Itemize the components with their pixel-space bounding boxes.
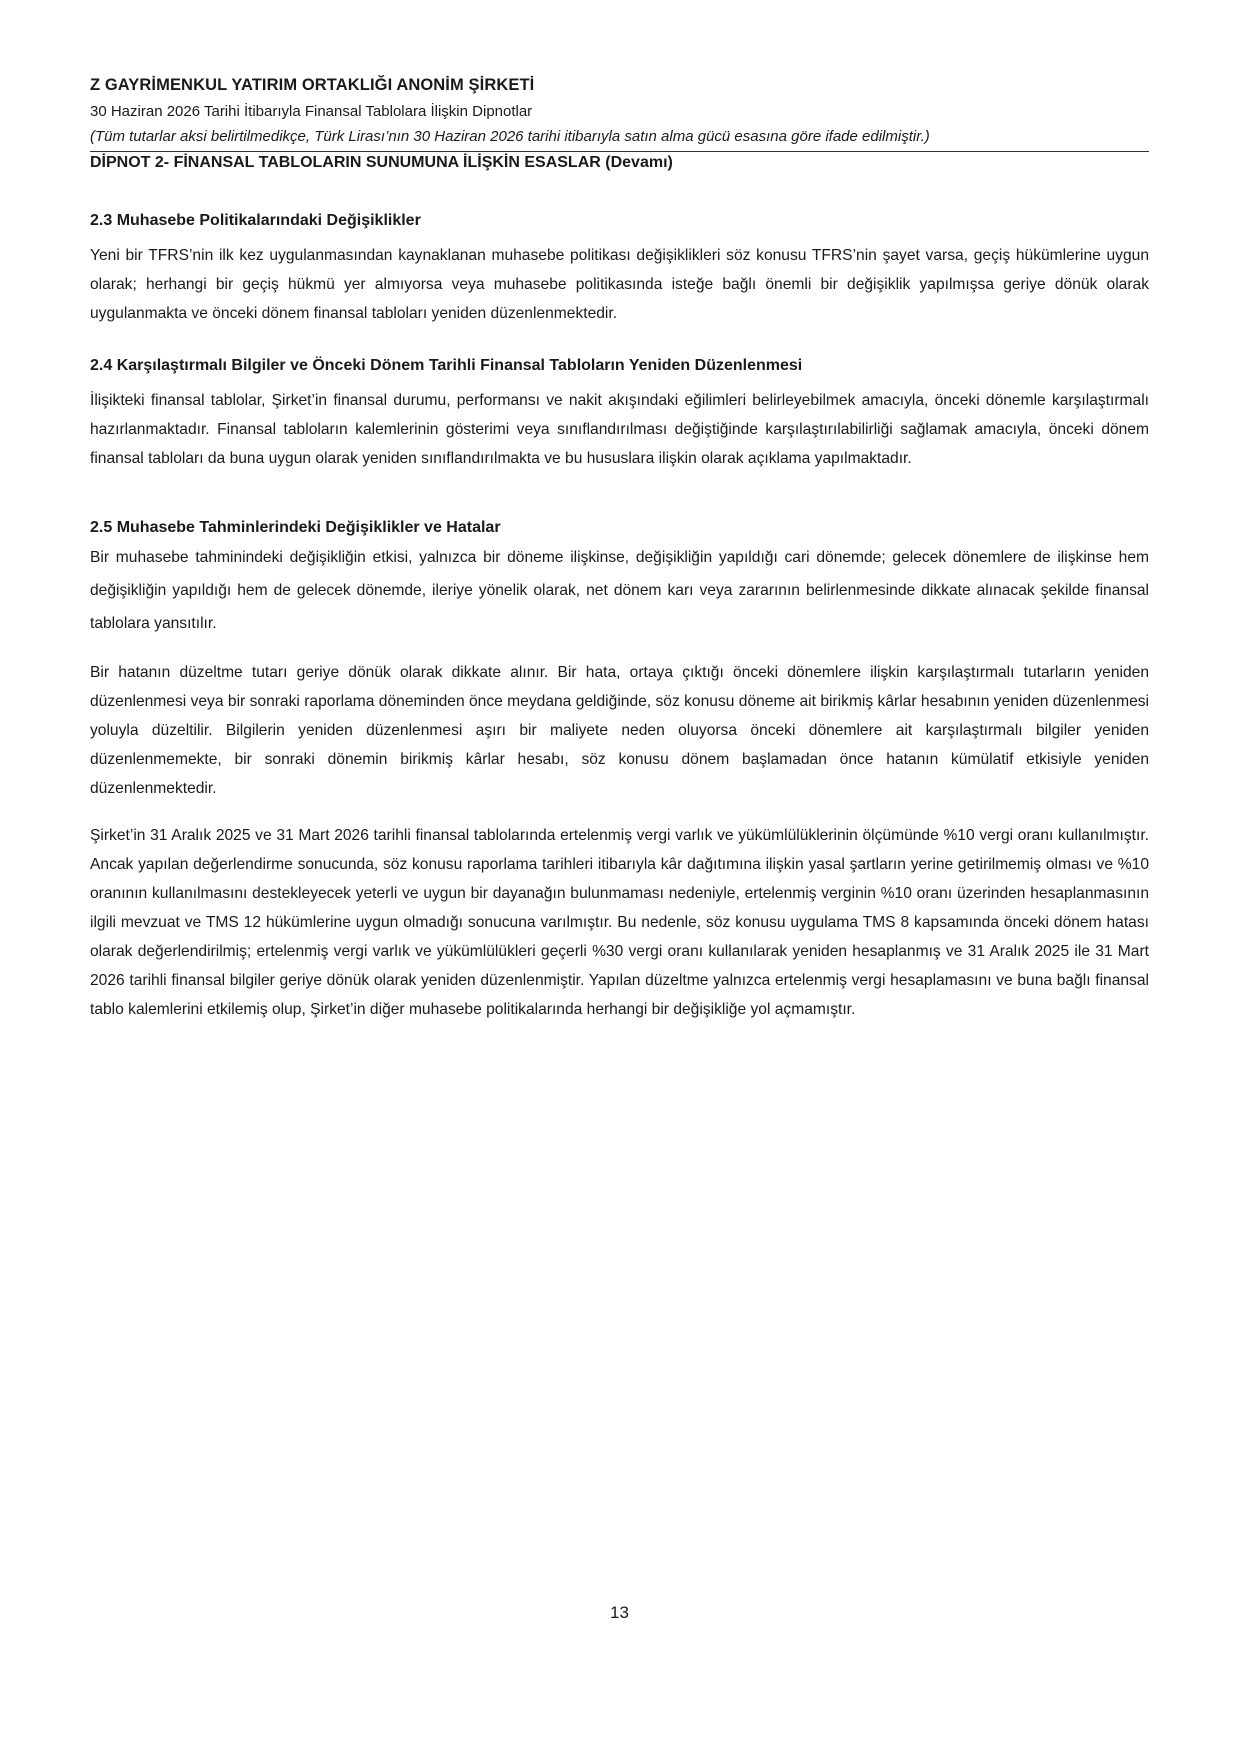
note-title: DİPNOT 2- FİNANSAL TABLOLARIN SUNUMUNA İLİŞKİN ESASLAR (Devamı) bbox=[90, 154, 673, 171]
header-divider bbox=[90, 151, 1149, 152]
currency-note: (Tüm tutarlar aksi belirtilmedikçe, Türk Lirası’nın 30 Haziran 2026 tarihi itibarıyla satın alma gücü esasına göre ifade edilmiştir.) bbox=[90, 128, 930, 145]
paragraph-spacer bbox=[90, 640, 1149, 658]
section-2-3 bbox=[90, 210, 1149, 328]
section-2-5 bbox=[90, 517, 1149, 1024]
paragraph-spacer bbox=[90, 803, 1149, 821]
section-heading: 2.4 Karşılaştırmalı Bilgiler ve Önceki Dönem Tarihli Finansal Tabloların Yeniden Düzenlenmesi bbox=[90, 357, 803, 374]
section-heading: 2.5 Muhasebe Tahminlerindeki Değişiklikler ve Hatalar bbox=[90, 519, 501, 536]
section-2-4 bbox=[90, 355, 1149, 473]
company-name: Z GAYRİMENKUL YATIRIM ORTAKLIĞI ANONİM ŞİRKETİ bbox=[90, 76, 535, 94]
document-subtitle: 30 Haziran 2026 Tarihi İtibarıyla Finansal Tablolara İlişkin Dipnotlar bbox=[90, 103, 533, 120]
paragraph: Bir muhasebe tahminindeki değişikliğin etkisi, yalnızca bir döneme ilişkinse, değişikliğin yapıldığı cari dönemde; gelecek dönemlere de ilişkinse hem değişikliğin yapıldığı hem de gelecek dönemde, ileriye yönelik olarak, net dönem karı veya zararının belirlenmesinde dikkate alınacak şekilde finansal tablolara yansıtılır. bbox=[90, 549, 1149, 632]
paragraph: İlişikteki finansal tablolar, Şirket’in finansal durumu, performansı ve nakit akışındaki eğilimleri belirleyebilmek amacıyla, önceki dönemle karşılaştırmalı hazırlanmaktadır. Finansal tabloların kalemlerinin gösterimi veya sınıflandırılması değiştiğinde karşılaştırılabilirliği sağlamak amacıyla, önceki dönem finansal tabloları da buna uygun olarak yeniden sınıflandırılmakta ve bu hususlara ilişkin olarak açıklama yapılmaktadır. bbox=[90, 392, 1149, 467]
section-heading: 2.3 Muhasebe Politikalarındaki Değişiklikler bbox=[90, 212, 421, 229]
paragraph: Yeni bir TFRS’nin ilk kez uygulanmasından kaynaklanan muhasebe politikası değişiklikleri söz konusu TFRS’nin şayet varsa, geçiş hükümlerine uygun olarak; herhangi bir geçiş hükmü yer almıyorsa veya muhasebe politikasında isteğe bağlı önemli bir değişiklik yapılmışsa geriye dönük olarak uygulanmakta ve önceki dönem finansal tabloları yeniden düzenlenmektedir. bbox=[90, 247, 1149, 322]
paragraph: Bir hatanın düzeltme tutarı geriye dönük olarak dikkate alınır. Bir hata, ortaya çıktığı önceki dönemlere ilişkin karşılaştırmalı tutarların yeniden düzenlenmesi veya bir sonraki raporlama döneminden önce meydana geldiğinde, söz konusu döneme ait birikmiş kârlar hesabının yeniden düzenlenmesi yoluyla düzeltilir. Bilgilerin yeniden düzenlenmesi aşırı bir maliyete neden oluyorsa önceki dönemlere ait karşılaştırmalı bilgiler yeniden düzenlenmemekte, bir sonraki dönemin birikmiş kârlar hesabı, söz konusu dönem başlamadan önce hatanın kümülatif etkisiyle yeniden düzenlenmektedir. bbox=[90, 664, 1149, 797]
page-number: 13 bbox=[610, 1603, 629, 1622]
document-page bbox=[90, 0, 1149, 1754]
paragraph: Şirket’in 31 Aralık 2025 ve 31 Mart 2026 tarihli finansal tablolarında ertelenmiş vergi varlık ve yükümlülüklerinin ölçümünde %10 vergi oranı kullanılmıştır. Ancak yapılan değerlendirme sonucunda, söz konusu raporlama tarihleri itibarıyla kâr dağıtımına ilişkin yasal şartların yerine getirilmemiş olması ve %10 oranının kullanılmasını destekleyecek yeterli ve uygun bir dayanağın bulunmaması nedeniyle, ertelenmiş verginin %10 oranı üzerinden hesaplanmasının ilgili mevzuat ve TMS 12 hükümlerine uygun olmadığı sonucuna varılmıştır. Bu nedenle, söz konusu uygulama TMS 8 kapsamında önceki dönem hatası olarak değerlendirilmiş; ertelenmiş vergi varlık ve yükümlülükleri geçerli %30 vergi oranı kullanılarak yeniden hesaplanmış ve 31 Aralık 2025 ile 31 Mart 2026 tarihli finansal bilgiler geriye dönük olarak yeniden düzenlenmiştir. Yapılan düzeltme yalnızca ertelenmiş vergi hesaplamasını ve buna bağlı finansal tablo kalemlerini etkilemiş olup, Şirket’in diğer muhasebe politikalarında herhangi bir değişikliğe yol açmamıştır. bbox=[90, 827, 1149, 1018]
document-body bbox=[90, 210, 1149, 1024]
